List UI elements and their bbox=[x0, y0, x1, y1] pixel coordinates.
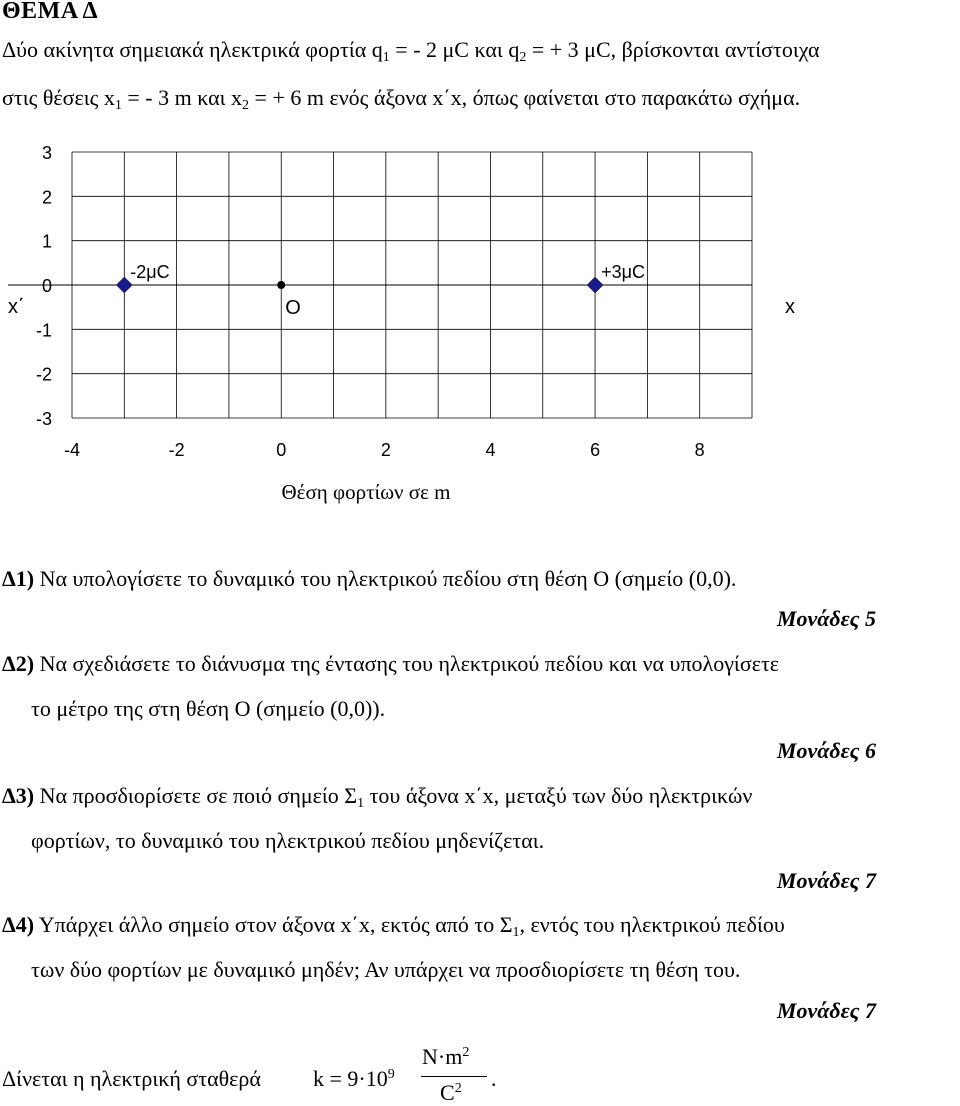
x-tick-labels bbox=[64, 440, 705, 460]
y-tick-label: 3 bbox=[41, 143, 52, 163]
axis-right-label: x bbox=[785, 296, 795, 318]
intro-line-1: Δύο ακίνητα σημειακά ηλεκτρικά φορτία $q_1$ = - 2 μC και $q_2$ = + 3 μC, βρίσκονται αντίστοιχα bbox=[2, 37, 820, 65]
y-tick-labels bbox=[36, 143, 52, 429]
x-tick-label: 4 bbox=[485, 440, 496, 460]
origin-point bbox=[277, 281, 285, 289]
y-tick-label: -3 bbox=[35, 409, 52, 429]
y-tick-label: 2 bbox=[41, 187, 52, 208]
charge-label: -2μC bbox=[130, 262, 170, 282]
charge-points bbox=[116, 262, 645, 293]
y-tick-label: 1 bbox=[41, 231, 52, 252]
x-tick-label: -4 bbox=[63, 440, 81, 460]
points-d1: Μονάδες 5 bbox=[776, 606, 876, 631]
question-d2-line-2: το μέτρο της στη θέση Ο (σημείο (0,0)). bbox=[31, 696, 386, 721]
y-tick-label: -1 bbox=[35, 320, 52, 341]
question-d2-line-1: Δ2) Να σχεδιάσετε το διάνυσμα της έντασης του ηλεκτρικού πεδίου και να υπολογίσετε bbox=[2, 651, 780, 676]
y-tick-label: 0 bbox=[41, 276, 52, 296]
constant-text: Δίνεται η ηλεκτρική σταθερά bbox=[2, 1066, 261, 1091]
constant-numerator: $N\cdot m^2$ bbox=[422, 1044, 470, 1069]
question-d3-line-1: Δ3) Να προσδιορίσετε σε ποιό σημείο $\Sigma_1$ του άξονα x΄x, μεταξύ των δύο ηλεκτρικών bbox=[2, 783, 753, 811]
y-tick-label: -2 bbox=[35, 364, 52, 385]
question-d1: Δ1) Να υπολογίσετε το δυναμικό του ηλεκτρικού πεδίου στη θέση Ο (σημείο (0,0). bbox=[2, 566, 737, 591]
points-d4: Μονάδες 7 bbox=[776, 998, 876, 1023]
fraction-bar bbox=[421, 1076, 487, 1077]
constant-denominator: $C^2$ bbox=[440, 1080, 462, 1105]
charge-position-chart bbox=[0, 130, 960, 520]
points-d3: Μονάδες 7 bbox=[776, 868, 876, 893]
intro-line-2: στις θέσεις $x_1$ = - 3 m και $x_2$ = + 6 m ενός άξονα x΄x, όπως φαίνεται στο παρακάτω σχήμα. bbox=[2, 85, 801, 113]
constant-k: $k = 9\cdot 10^9$ bbox=[313, 1066, 395, 1091]
constant-period: . bbox=[491, 1066, 497, 1091]
origin-label: O bbox=[285, 297, 301, 319]
points-d2: Μονάδες 6 bbox=[776, 738, 876, 763]
x-tick-label: 0 bbox=[276, 440, 287, 460]
axis-left-label: x΄ bbox=[8, 296, 25, 318]
x-tick-label: 8 bbox=[694, 440, 705, 460]
x-tick-label: 2 bbox=[380, 440, 391, 460]
page-title: ΘΕΜΑ Δ bbox=[2, 0, 99, 24]
question-d3-line-2: φορτίων, το δυναμικό του ηλεκτρικού πεδίου μηδενίζεται. bbox=[31, 828, 545, 853]
x-tick-label: 6 bbox=[590, 440, 601, 460]
charge-label: +3μC bbox=[601, 262, 645, 282]
x-tick-label: -2 bbox=[168, 440, 185, 460]
question-d4-line-1: Δ4) Υπάρχει άλλο σημείο στον άξονα x΄x, εκτός από το $\Sigma_1$, εντός του ηλεκτρικού πεδίου bbox=[2, 912, 785, 940]
question-d4-line-2: των δύο φορτίων με δυναμικό μηδέν; Αν υπάρχει να προσδιορίσετε τη θέση του. bbox=[31, 957, 741, 982]
x-axis-title: Θέση φορτίων σε m bbox=[281, 480, 451, 504]
